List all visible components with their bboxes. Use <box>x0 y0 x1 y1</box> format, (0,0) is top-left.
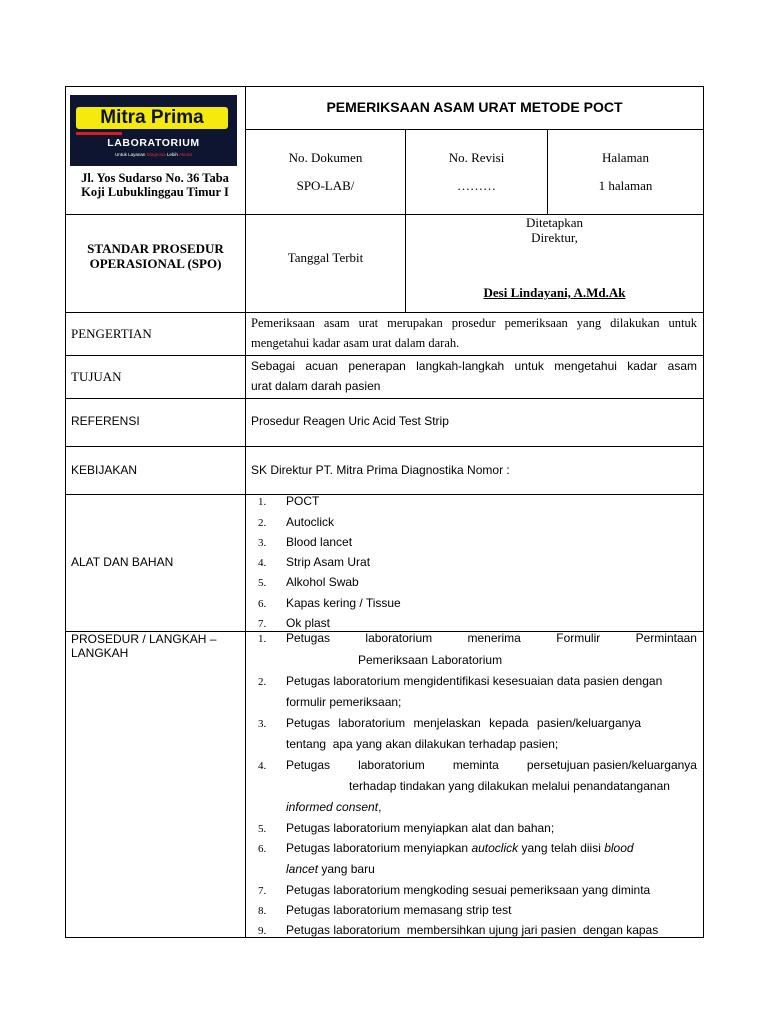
kebijakan-text: SK Direktur PT. Mitra Prima Diagnostika Nomor : <box>251 463 510 477</box>
logo-tagline: Untuk Layanan Diagnosa Lebih Akurat <box>115 152 192 157</box>
list-number: 5. <box>258 577 267 589</box>
tujuan-label: TUJUAN <box>71 369 122 384</box>
row-divider <box>65 446 704 447</box>
list-item: Blood lancet <box>286 535 353 549</box>
referensi-label: REFERENSI <box>71 414 140 428</box>
logo-accent <box>76 132 122 135</box>
step-8: Petugas laboratorium memasang strip test <box>286 903 512 917</box>
step-2: Petugas laboratorium mengidentifikasi kesesuaian data pasien dengan <box>286 674 663 688</box>
step-number: 3. <box>258 718 267 730</box>
list-number: 6. <box>258 598 267 610</box>
step-number: 5. <box>258 823 267 835</box>
tujuan-text: Sebagai acuan penerapan langkah-langkah untuk mengetahui kadar asam urat dalam darah pasien <box>251 359 697 393</box>
tanggal-terbit-label: Tanggal Terbit <box>287 250 364 265</box>
referensi-text: Prosedur Reagen Uric Acid Test Strip <box>251 414 449 428</box>
list-item: Alkohol Swab <box>286 575 359 589</box>
company-logo <box>70 95 237 166</box>
list-item: POCT <box>286 494 320 508</box>
list-number: 3. <box>258 537 267 549</box>
ditetapkan-label: Ditetapkan <box>525 215 584 230</box>
list-number: 1. <box>258 496 267 508</box>
step-3: Petugas laboratorium menjelaskan kepada pasien/keluarganya <box>286 716 641 730</box>
step-number: 6. <box>258 843 267 855</box>
step-5: Petugas laboratorium menyiapkan alat dan bahan; <box>286 821 555 835</box>
alat-list <box>246 494 703 631</box>
step-1-continued: Pemeriksaan Laboratorium <box>358 653 503 667</box>
step-1: Petugas laboratorium menerima Formulir Permintaan <box>286 631 697 645</box>
step-number: 2. <box>258 676 267 688</box>
list-item: Autoclick <box>286 515 335 529</box>
logo-subtitle: LABORATORIUM <box>107 137 200 149</box>
step-4: Petugas laboratorium meminta persetujuan pasien/keluarganya <box>286 758 697 772</box>
step-number: 9. <box>258 925 267 937</box>
spo-label: STANDAR PROSEDUR OPERASIONAL (SPO) <box>87 241 224 271</box>
pengertian-label: PENGERTIAN <box>71 326 152 341</box>
step-number: 7. <box>258 885 267 897</box>
direktur-label: Direktur, <box>531 230 578 245</box>
halaman-label: Halaman <box>602 150 649 165</box>
no-revisi-value: ……… <box>457 178 496 193</box>
step-4-consent: informed consent, <box>286 800 382 814</box>
step-6: Petugas laboratorium menyiapkan autoclick yang telah diisi blood <box>286 841 634 855</box>
signer-name: Desi Lindayani, A.Md.Ak <box>483 285 626 300</box>
list-number: 2. <box>258 517 267 529</box>
pengertian-text: Pemeriksaan asam urat merupakan prosedur pemeriksaan yang dilakukan untuk mengetahui kadar asam urat dalam darah. <box>251 316 697 350</box>
step-3-continued: tentang apa yang akan dilakukan terhadap pasien; <box>286 737 559 751</box>
halaman-value: 1 halaman <box>598 178 653 193</box>
step-number: 4. <box>258 760 267 772</box>
row-divider <box>245 129 704 130</box>
no-revisi-label: No. Revisi <box>448 150 505 165</box>
prosedur-list <box>246 631 703 937</box>
step-number: 1. <box>258 633 267 645</box>
list-item: Kapas kering / Tissue <box>286 596 401 610</box>
list-number: 7. <box>258 618 267 630</box>
column-divider <box>547 129 548 215</box>
table-border-bottom <box>65 937 704 938</box>
step-4-continued: terhadap tindakan yang dilakukan melalui penandatanganan <box>349 779 670 793</box>
no-dokumen-value: SPO-LAB/ <box>296 178 355 193</box>
list-number: 4. <box>258 557 267 569</box>
address: Jl. Yos Sudarso No. 36 Taba Koji Lubuklinggau Timur I <box>81 171 229 199</box>
kebijakan-label: KEBIJAKAN <box>71 463 138 477</box>
step-7: Petugas laboratorium mengkoding sesuai pemeriksaan yang diminta <box>286 883 651 897</box>
step-2-continued: formulir pemeriksaan; <box>286 695 402 709</box>
list-item: Ok plast <box>286 616 331 630</box>
step-6-continued: lancet yang baru <box>286 862 375 876</box>
table-border-top <box>65 86 704 87</box>
logo-name: Mitra Prima <box>76 107 228 129</box>
no-dokumen-label: No. Dokumen <box>288 150 363 165</box>
document-title: PEMERIKSAAN ASAM URAT METODE POCT <box>326 99 623 115</box>
prosedur-label: PROSEDUR / LANGKAH – LANGKAH <box>71 632 217 660</box>
row-divider <box>65 398 704 399</box>
list-item: Strip Asam Urat <box>286 555 371 569</box>
step-number: 8. <box>258 905 267 917</box>
step-9: Petugas laboratorium membersihkan ujung jari pasien dengan kapas <box>286 923 659 937</box>
alat-dan-bahan-label: ALAT DAN BAHAN <box>71 555 174 569</box>
